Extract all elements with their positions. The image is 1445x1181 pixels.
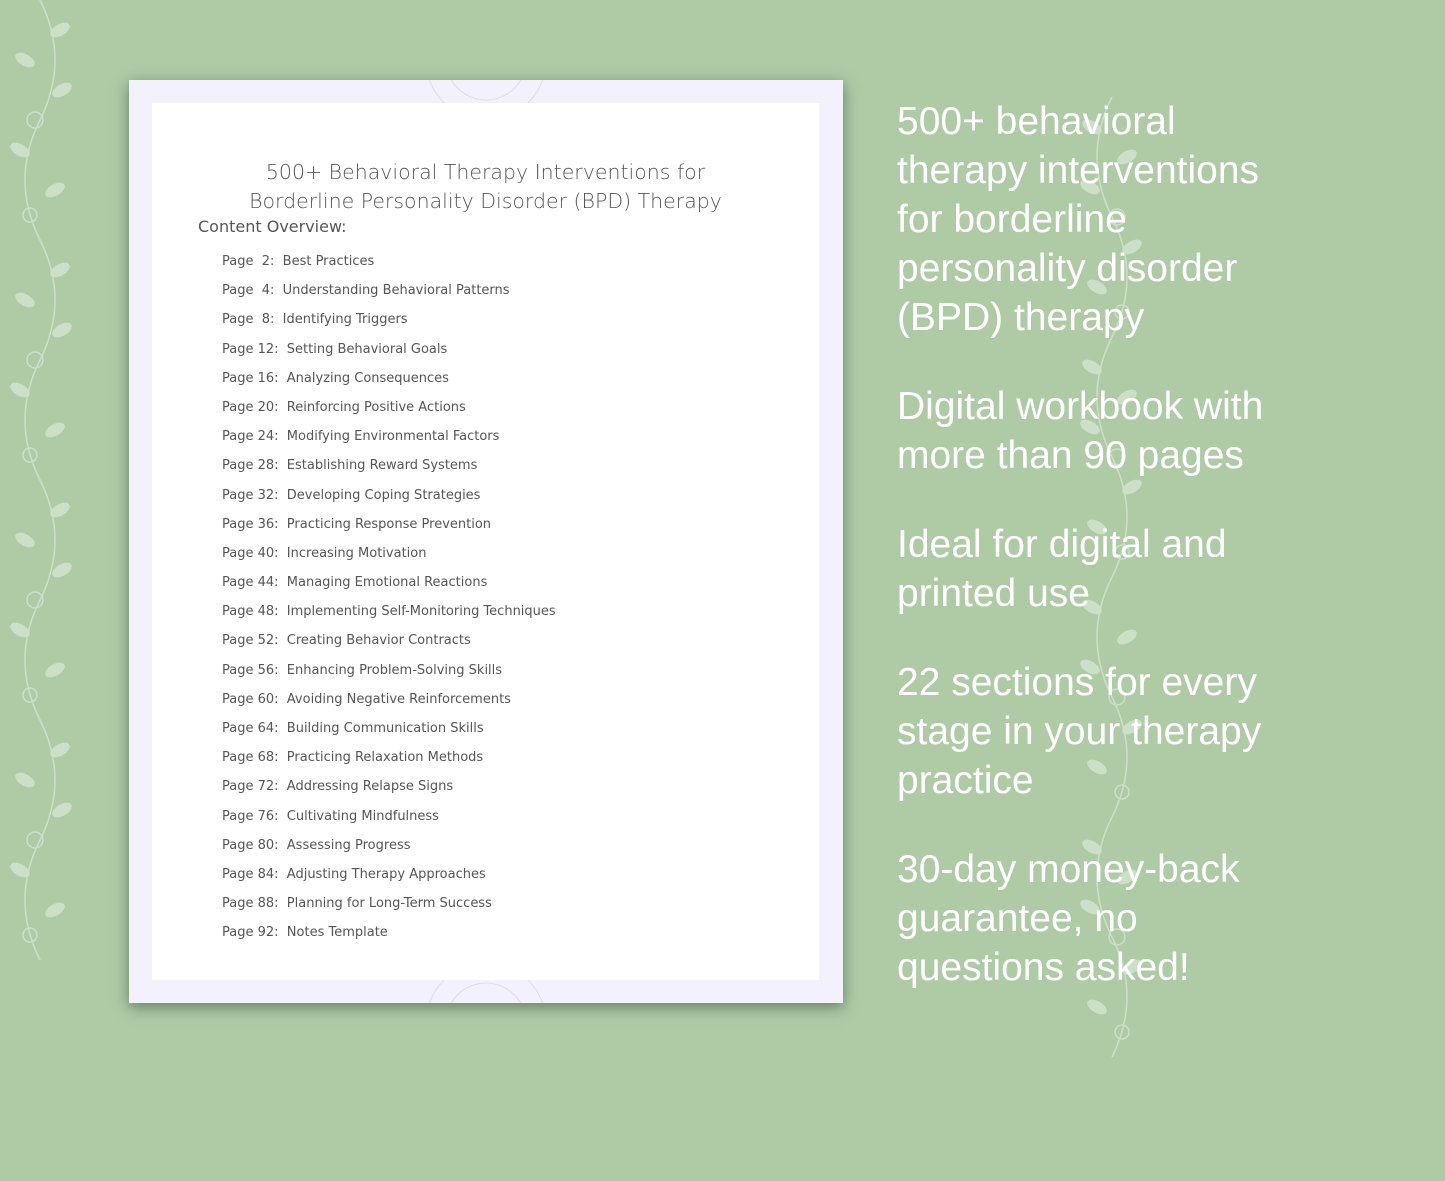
toc-item: Page 64: Building Communication Skills — [222, 721, 484, 736]
toc-item: Page 4: Understanding Behavioral Patterns — [222, 283, 510, 299]
toc-item: Page 88: Planning for Long-Term Success — [222, 896, 492, 912]
toc-item: Page 52: Creating Behavior Contracts — [222, 633, 471, 649]
toc-item: Page 20: Reinforcing Positive Actions — [222, 399, 466, 415]
toc-item: Page 60: Avoiding Negative Reinforcements — [222, 691, 511, 707]
mandala-ornament-icon — [384, 80, 589, 103]
toc-item: Page 36: Practicing Response Prevention — [222, 516, 492, 532]
toc-item: Page 48: Implementing Self-Monitoring Techniques — [222, 604, 556, 620]
feature-list — [897, 97, 1312, 1032]
toc-item: Page 24: Modifying Environmental Factors — [222, 429, 500, 445]
feature-text: 22 sections for every stage in your therapy practice — [897, 661, 1262, 802]
document-title — [152, 158, 819, 216]
mandala-ornament-icon — [384, 980, 589, 1003]
title-line: 500+ Behavioral Therapy Interventions for — [265, 160, 706, 184]
toc-item: Page 76: Cultivating Mindfulness — [222, 808, 439, 824]
toc-item: Page 8: Identifying Triggers — [222, 312, 408, 328]
toc-item: Page 84: Adjusting Therapy Approaches — [222, 866, 486, 882]
feature-text: Digital workbook with more than 90 pages — [897, 385, 1264, 477]
table-of-contents — [222, 254, 556, 955]
floral-vine-decoration — [0, 0, 95, 1084]
toc-item: Page 92: Notes Template — [222, 925, 388, 941]
toc-item: Page 2: Best Practices — [222, 254, 375, 269]
page-content — [152, 103, 819, 980]
toc-item: Page 72: Addressing Relapse Signs — [222, 779, 454, 795]
toc-item: Page 68: Practicing Relaxation Methods — [222, 750, 484, 766]
feature-text: Ideal for digital and printed use — [897, 523, 1227, 615]
toc-item: Page 28: Establishing Reward Systems — [222, 458, 478, 474]
feature-text: 500+ behavioral therapy interventions for borderline personality disorder (BPD) therapy — [897, 100, 1260, 339]
feature-text: 30-day money-back guarantee, no questions asked! — [897, 848, 1240, 989]
title-line: Borderline Personality Disorder (BPD) Therapy — [249, 189, 722, 213]
toc-item: Page 12: Setting Behavioral Goals — [222, 341, 448, 357]
toc-item: Page 80: Assessing Progress — [222, 837, 411, 853]
toc-item: Page 16: Analyzing Consequences — [222, 370, 449, 386]
workbook-page-preview — [129, 80, 843, 1003]
content-overview-label: Content Overview: — [198, 217, 347, 236]
toc-item: Page 44: Managing Emotional Reactions — [222, 575, 488, 591]
toc-item: Page 40: Increasing Motivation — [222, 545, 427, 561]
toc-item: Page 56: Enhancing Problem-Solving Skills — [222, 662, 503, 678]
toc-item: Page 32: Developing Coping Strategies — [222, 487, 481, 503]
